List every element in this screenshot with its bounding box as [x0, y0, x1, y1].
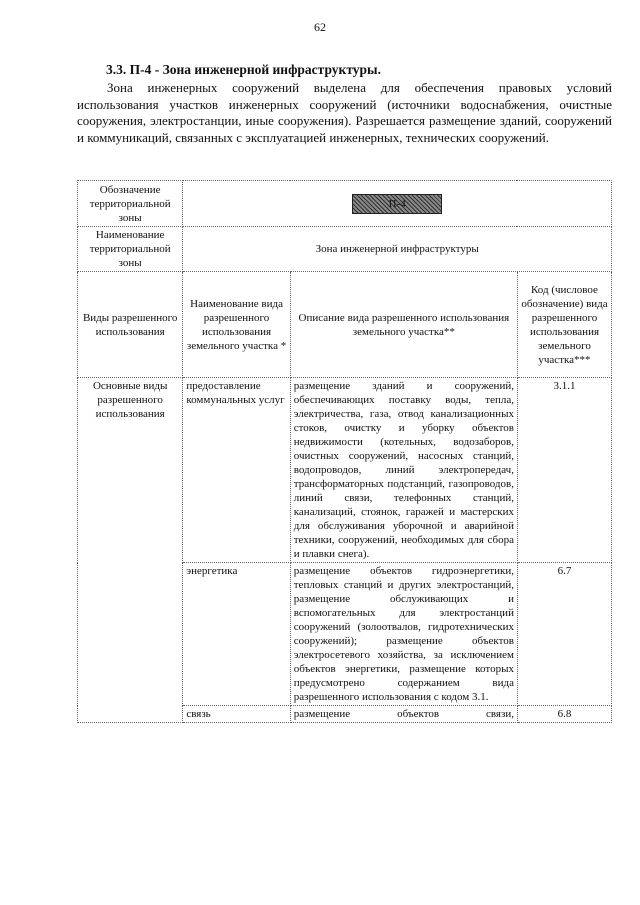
header-code: Код (числовое обозначение) вида разрешенного использования земельного участка*** [517, 272, 611, 378]
use-name: предоставление коммунальных услуг [183, 378, 290, 563]
zone-name-row [78, 227, 612, 272]
use-description: размещение объектов гидроэнергетики, тепловых станций и других электростанций, размещение обслуживающих и вспомогательных для электростанций сооружений (золоотвалов, гидротехнических сооружений); размещение объектов электросетевого хозяйства, за исключением объектов энергетики, размещение которых предусмотрено содержанием вида разрешенного использования с кодом 3.1. [290, 563, 517, 706]
use-description: размещение объектов связи, [290, 706, 517, 723]
zone-code-label: Обозначение территориальной зоны [78, 181, 183, 227]
use-name: энергетика [183, 563, 290, 706]
use-code: 6.7 [517, 563, 611, 706]
table-row [78, 378, 612, 563]
use-code: 6.8 [517, 706, 611, 723]
zoning-table [77, 180, 612, 723]
header-name: Наименование вида разрешенного использования земельного участка * [183, 272, 290, 378]
header-description: Описание вида разрешенного использования земельного участка** [290, 272, 517, 378]
zone-code-row [78, 181, 612, 227]
section-heading: 3.3. П-4 - Зона инженерной инфраструктуры. [106, 62, 381, 77]
header-kinds: Виды разрешенного использования [78, 272, 183, 378]
zone-name-value: Зона инженерной инфраструктуры [183, 227, 612, 272]
main-kinds-label: Основные виды разрешенного использования [78, 378, 183, 723]
page-number: 62 [314, 20, 326, 34]
use-name: связь [183, 706, 290, 723]
header-row [78, 272, 612, 378]
intro-paragraph: Зона инженерных сооружений выделена для обеспечения правовых условий использования участков инженерных сооружений (источники водоснабжения, очистные сооружения, электростанции, иные сооружения). Разрешается размещение зданий, сооружений и коммуникаций, связанных с эксплуатацией инженерных, технических сооружений. [77, 80, 612, 145]
zone-code-cell [183, 181, 612, 227]
use-code: 3.1.1 [517, 378, 611, 563]
zone-name-label: Наименование территориальной зоны [78, 227, 183, 272]
use-description: размещение зданий и сооружений, обеспечивающих поставку воды, тепла, электричества, газа, отвод канализационных стоков, очистку и уборку объектов недвижимости (котельных, водозаборов, очистных сооружений, насосных станций, водопроводов, линий электропередач, трансформаторных подстанций, газопроводов, линий связи, телефонных станций, канализаций, стоянок, гаражей и мастерских для обслуживания уборочной и аварийной техники, сооружений, необходимых для сбора и плавки снега). [290, 378, 517, 563]
zone-code-badge: П-4 [352, 194, 442, 214]
